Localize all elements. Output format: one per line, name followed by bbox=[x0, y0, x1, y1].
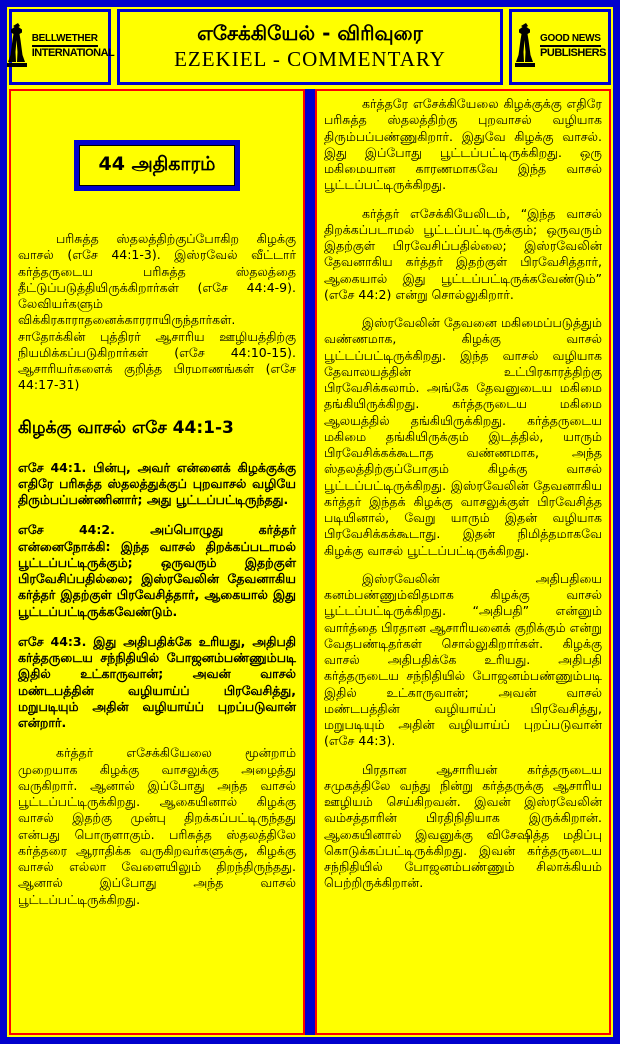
right-paragraph-2: கர்த்தர் எசேக்கியேலிடம், “இந்த வாசல் திறக்கப்படாமல் பூட்டப்பட்டிருக்கும்; ஒருவரும் இதற்குள் பிரவேசிப்பதில்லை; இஸ்ரவேலின் தேவனாகிய கர்த்தர் இதற்குள் பிரவேசித்தார், ஆகையால் இது பூட்டப்பட்டிருக்கவேண்டும்” (எசே 44:2) என்று சொல்லுகிறார். bbox=[324, 205, 602, 302]
good-news-logo-text bbox=[540, 33, 606, 61]
section-heading: கிழக்கு வாசல் எசே 44:1-3 bbox=[18, 417, 234, 438]
left-commentary-paragraph: கர்த்தர் எசேக்கியேலை மூன்றாம் முறையாக கிழக்கு வாசலுக்கு அழைத்து வருகிறார். ஆனால் இப்போது அந்த வாசல் பூட்டப்பட்டிருக்கிறது. ஆகையினால் கிழக்கு வாசல் இதற்கு முன்பு திறக்கப்பட்டிருந்தது என்பது பொருளாகும். பரிசுத்த ஸ்தலத்திலே கர்த்தரை ஆராதிக்க வருகிறவர்களுக்கு, கிழக்கு வாசல் எல்லா வேளையிலும் திறந்திருந்தது. ஆனால் இப்போது அந்த வாசல் பூட்டப்பட்டிருக்கிறது. bbox=[18, 745, 296, 907]
bellwether-logo-text bbox=[32, 33, 115, 61]
right-paragraph-1: கர்த்தரே எசேக்கியேலை கிழக்குக்கு எதிரே பரிசுத்த ஸ்தலத்திற்கு புறவாசல் வழியாக திரும்பப்பண்ணுகிறார். இதுவே கிழக்கு வாசல். இது இப்போது பூட்டப்பட்டிருக்கிறது. ஒரு மகிமையான காரணமாகவே இந்த வாசல் பூட்டப்பட்டிருக்கிறது. bbox=[324, 96, 602, 193]
page-inner bbox=[7, 7, 613, 1037]
good-news-statue-icon bbox=[514, 23, 536, 71]
bellwether-logo-line1: BELLWETHER bbox=[32, 33, 98, 47]
bellwether-logo-line2: INTERNATIONAL bbox=[31, 47, 115, 60]
chapter-number-box: 44 அதிகாரம் bbox=[74, 140, 241, 191]
bellwether-statue-icon bbox=[6, 23, 28, 71]
header-row bbox=[9, 9, 611, 85]
english-title: EZEKIEL - COMMENTARY bbox=[174, 47, 446, 72]
verse-44-3: எசே 44:3. இது அதிபதிக்கே உரியது, அதிபதி கர்த்தருடைய சந்நிதியில் போஜனம்பண்ணும்படி இதில் உட்காருவான்; அவன் வாசல் மண்டபத்தின் வழியாய்ப் பிரவேசித்து, மறுபடியும் அதின் வழியாய்ப் புறப்படுவான் என்றார். bbox=[18, 633, 296, 730]
verse-44-1: எசே 44:1. பின்பு, அவர் என்னைக் கிழக்குக்கு எதிரே பரிசுத்த ஸ்தலத்துக்குப் புறவாசல் வழியே திரும்பப்பண்ணினார்; அது பூட்டப்பட்டிருந்தது. bbox=[18, 459, 296, 507]
tamil-title: எசேக்கியேல் - விரிவுரை bbox=[197, 21, 423, 46]
good-news-logo-line1: GOOD NEWS bbox=[540, 33, 601, 47]
verse-44-2: எசே 44:2. அப்பொழுது கர்த்தர் என்னைநோக்கி: இந்த வாசல் திறக்கப்படாமல் பூட்டப்பட்டிருக்கும்; ஒருவரும் இதற்குள் பிரவேசிப்பதில்லை; இஸ்ரவேலின் தேவனாகிய கர்த்தர் இதற்குள் பிரவேசித்தார், ஆகையால் இது பூட்டப்பட்டிருக்கவேண்டும். bbox=[18, 522, 296, 619]
content-row bbox=[9, 89, 611, 1035]
bellwether-logo-box bbox=[9, 9, 115, 85]
chapter-summary: பரிசுத்த ஸ்தலத்திற்குப்போகிற கிழக்கு வாசல் (எசே 44:1-3). இஸ்ரவேல் வீட்டார் கர்த்தருடைய பரிசுத்த ஸ்தலத்தை தீட்டுப்படுத்தியிருக்கிறார்கள் (எசே 44:4-9). லேவியர்களும் விக்கிரகாராதனைக்காரராயிருந்தார்கள். சாதோக்கின் புத்திரர் ஆசாரிய ஊழியத்திற்கு நியமிக்கப்படுகிறார்கள் (எசே 44:10-15). ஆசாரியர்களைக் குறித்த பிரமாணங்கள் (எசே 44:17-31) bbox=[18, 231, 296, 393]
right-column bbox=[315, 89, 611, 1035]
right-paragraph-3: இஸ்ரவேலின் தேவனை மகிமைப்படுத்தும் வண்ணமாக, கிழக்கு வாசல் பூட்டப்பட்டிருக்கிறது. இந்த வாசல் வழியாக தேவாலயத்தின் உட்பிரகாரத்திற்கு பிரவேசிக்கலாம். அங்கே தேவனுடைய மகிமை தங்கியிருக்கிறது. கர்த்தருடைய மகிமை ஆலயத்தில் தங்கியிருக்கிறது. கர்த்தருடைய மகிமை தங்கியிருக்கும் இடத்தில், யாரும் பிரவேசிக்கக்கூடாத வண்ணமாக, அந்த ஸ்தலத்திற்குப்போகும் கிழக்கு வாசல் பூட்டப்பட்டிருக்கிறது. இஸ்ரவேலின் தேவனாகிய கர்த்தர் இந்தக் கிழக்கு வாசலுக்குள் பிரவேசித்த படியினால், வேறு யாரும் இதன் வழியாக பிரவேசிக்கக்கூடாது. இதன் நிமித்தமாகவே கிழக்கு வாசல் பூட்டப்பட்டிருக்கிறது. bbox=[324, 315, 602, 558]
left-column bbox=[9, 89, 305, 1035]
right-paragraph-4: இஸ்ரவேலின் அதிபதியை கனம்பண்ணும்விதமாக கிழக்கு வாசல் பூட்டப்பட்டிருக்கிறது. “அதிபதி” என்னும் வார்த்தை பிரதான ஆசாரியனைக் குறிக்கும் என்று வேதபண்டிதர்கள் சொல்லுகிறார்கள். கிழக்கு வாசல் அதிபதிக்கே உரியது. அதிபதி கர்த்தருடைய சந்நிதியில் போஜனம்பண்ணும்படி இதில் உட்காருவான்; அவன் வாசல் மண்டபத்தின் வழியாய்ப் பிரவேசித்து, மறுபடியும் அதின் வழியாய்ப் புறப்படுவான் (எசே 44:3). bbox=[324, 570, 602, 749]
column-divider bbox=[305, 89, 315, 1035]
good-news-logo-box bbox=[509, 9, 611, 85]
title-box bbox=[117, 9, 503, 85]
good-news-logo-line2: PUBLISHERS bbox=[540, 47, 606, 60]
right-paragraph-5: பிரதான ஆசாரியன் கர்த்தருடைய சமுகத்திலே வந்து நின்று கர்த்தருக்கு ஆசாரிய ஊழியம் செய்கிறவன். இவன் இஸ்ரவேலின் வம்சத்தாரின் பிரதிநிதியாக இருக்கிறான். ஆகையினால் இவனுக்கு விசேஷித்த மதிப்பு கொடுக்கப்பட்டிருக்கிறது. இவன் கர்த்தருடைய சந்நிதியில் போஜனம்பண்ணும் சிலாக்கியம் பெற்றிருக்கிறான். bbox=[324, 761, 602, 891]
